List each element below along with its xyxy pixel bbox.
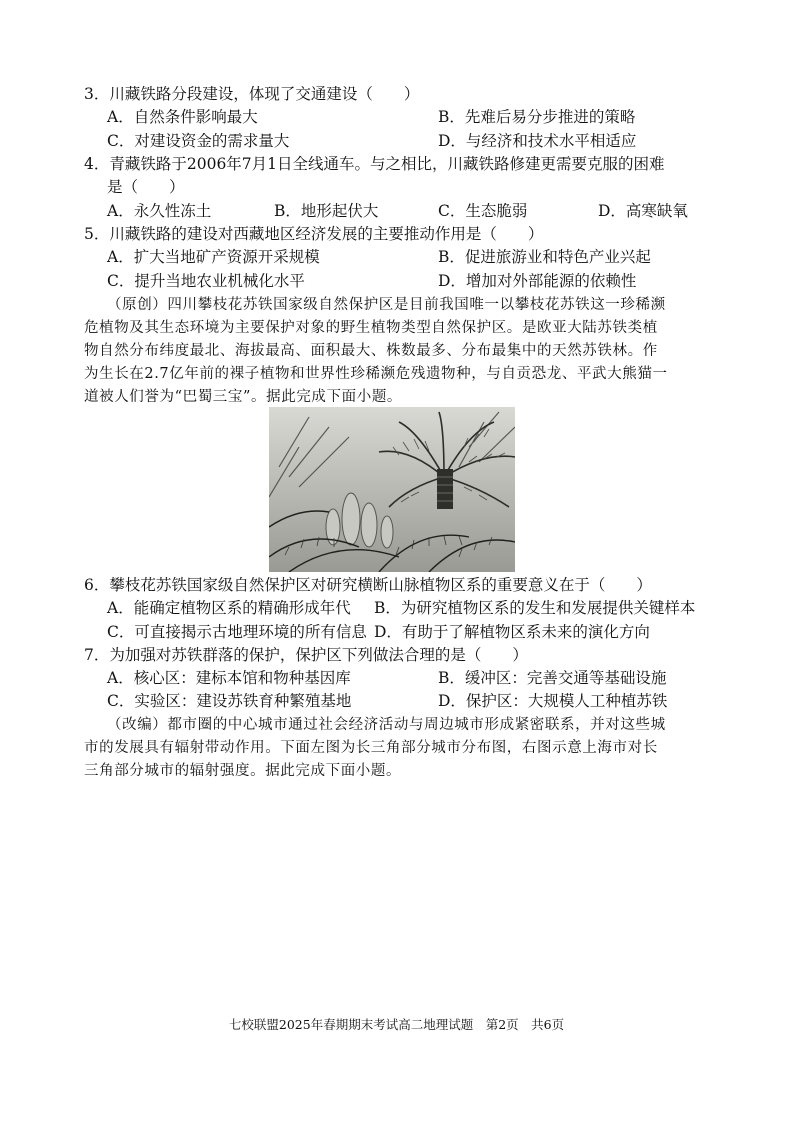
cycad-photo: [269, 407, 515, 572]
passage2-line1: （改编）都市圈的中心城市通过社会经济活动与周边城市形成紧密联系，并对这些城: [107, 717, 666, 733]
passage1-line2: 危植物及其生态环境为主要保护对象的野生植物类型自然保护区。是欧亚大陆苏铁类植: [84, 320, 658, 336]
page-footer: 七校联盟2025年春期期末考试高二地理试题 第2页 共6页: [228, 1017, 565, 1032]
q3-option-d: D．与经济和技术水平相适应: [438, 132, 637, 150]
passage2-line2: 市的发展具有辐射带动作用。下面左图为长三角部分城市分布图，右图示意上海市对长: [84, 740, 658, 756]
q3-option-c: C．对建设资金的需求量大: [107, 132, 290, 150]
q6-option-a: A．能确定植物区系的精确形成年代: [107, 599, 351, 617]
passage1-line5: 道被人们誉为“巴蜀三宝”。据此完成下面小题。: [84, 389, 403, 405]
q6-option-c: C．可直接揭示古地理环境的所有信息: [107, 623, 367, 641]
q5-option-a: A．扩大当地矿产资源开采规模: [107, 248, 320, 266]
q5-option-c: C．提升当地农业机械化水平: [107, 272, 305, 290]
q6-option-b: B．为研究植物区系的发生和发展提供关键样本: [374, 599, 696, 617]
q6-stem: 6．攀枝花苏铁国家级自然保护区对研究横断山脉植物区系的重要意义在于（ ）: [84, 576, 652, 594]
q7-option-b: B．缓冲区：完善交通等基础设施: [438, 669, 667, 687]
passage1-line3: 物自然分布纬度最北、海拔最高、面积最大、株数最多、分布最集中的天然苏铁林。作: [84, 343, 658, 359]
q7-option-d: D．保护区：大规模人工种植苏铁: [438, 692, 668, 710]
passage2-line3: 三角部分城市的辐射强度。据此完成下面小题。: [84, 763, 402, 779]
q7-option-c: C．实验区：建设苏铁育种繁殖基地: [107, 692, 352, 710]
q6-option-d: D．有助于了解植物区系未来的演化方向: [374, 623, 650, 641]
q5-stem: 5．川藏铁路的建设对西藏地区经济发展的主要推动作用是（ ）: [84, 225, 544, 243]
q7-stem: 7．为加强对苏铁群落的保护，保护区下列做法合理的是（ ）: [84, 646, 528, 664]
q4-option-d: D．高寒缺氧: [598, 202, 688, 220]
passage1-line1: （原创）四川攀枝花苏铁国家级自然保护区是目前我国唯一以攀枝花苏铁这一珍稀濒: [107, 297, 666, 313]
q5-option-d: D．增加对外部能源的依赖性: [438, 272, 637, 290]
q3-option-b: B．先难后易分步推进的策略: [438, 108, 636, 126]
passage1-line4: 为生长在2.7亿年前的裸子植物和世界性珍稀濒危残遗物种，与自贡恐龙、平武大熊猫一: [84, 366, 668, 382]
q5-option-b: B．促进旅游业和特色产业兴起: [438, 248, 651, 266]
q4-option-c: C．生态脆弱: [438, 202, 528, 220]
q4-stem-line1: 4．青藏铁路于2006年7月1日全线通车。与之相比，川藏铁路修建更需要克服的困难: [84, 155, 665, 173]
q4-stem-line2: 是（ ）: [107, 178, 185, 196]
q3-stem: 3．川藏铁路分段建设，体现了交通建设（ ）: [84, 85, 420, 103]
q4-option-a: A．永久性冻土: [107, 202, 212, 220]
q3-option-a: A．自然条件影响最大: [107, 108, 258, 126]
q4-option-b: B．地形起伏大: [274, 202, 379, 220]
q7-option-a: A．核心区：建标本馆和物种基因库: [107, 669, 351, 687]
